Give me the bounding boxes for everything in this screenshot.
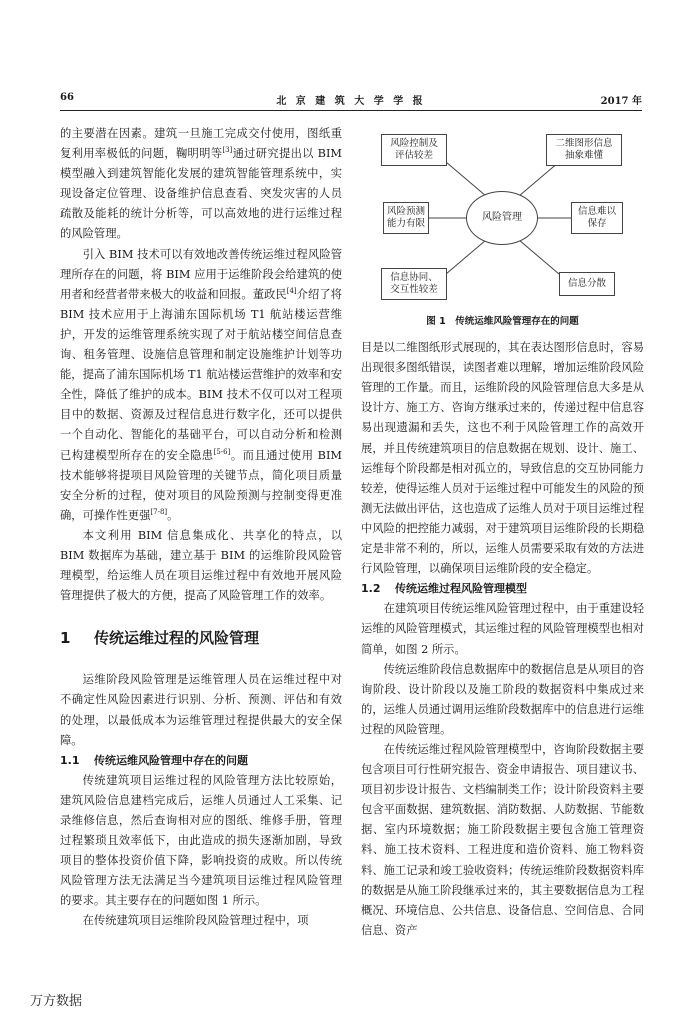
- paragraph: 运维阶段风险管理是运维管理人员在运维过程中对不确定性风险因素进行识别、分析、预测、评估和有效的处理，以最低成本为运维管理过程提供最大的安全保障。: [60, 673, 342, 747]
- right-column: [361, 124, 644, 941]
- paragraph: 在传统运维过程风险管理模型中，咨询阶段数据主要包含项目可行性研究报告、资金申请报告、项目建议书、项目初步设计报告、文档编制类工作；设计阶段资料主要包含平面数据、建筑数据、消防数据、人防数据、节能数据、室内环境数据；施工阶段数据主要包含施工管理资料、施工技术资料、工程进度和造价资料、施工物料资料、施工记录和竣工验收资料；传统运维阶段数据资料库的数据是从施工阶段继承过来的，其主要数据信息为工程概况、环境信息、公共信息、设备信息、空间信息、合同信息、资产: [361, 742, 644, 937]
- node-risk-prediction: 风险预测 能力有限: [383, 202, 429, 234]
- section-heading-1-2: 1.2 传统运维过程风险管理模型: [361, 582, 527, 596]
- paragraph: 本文利用 BIM 信息集成化、共享化的特点，以 BIM 数据库为基础，建立基于 BIM 的运维阶段风险管理模型，给运维人员在项目运维过程中有效地开展风险管理提供了极大的方便，提高了风险管理工作的效率。: [60, 528, 342, 603]
- citation: [4]: [286, 286, 297, 295]
- section-heading-1: 1 传统运维过程的风险管理: [60, 629, 260, 648]
- paragraph: 的主要潜在因素。建筑一旦施工完成交付使用，图纸重复利用率极低的问题，鞠明明等[3]通过研究提出以 BIM 模型融入到建筑智能化发展的建筑智能管理系统中，实现设备定位管理、设备维护信息查看、突发灾害的人员疏散及能耗的统计分析等，可以高效地的进行运维过程的风险管理。: [60, 127, 342, 241]
- figure-1-diagram: [361, 124, 644, 310]
- figure-caption: 图 1 传统运维风险管理存在的问题: [426, 316, 579, 327]
- citation: [7-8]: [150, 508, 168, 517]
- watermark-text: 万方数据: [30, 994, 83, 1009]
- citation: [5-6]: [213, 447, 231, 456]
- publication-year: 2017 年: [600, 96, 642, 107]
- node-info-storage: 信息难以 保存: [571, 202, 623, 234]
- section-heading-1-1: 1.1 传统运维风险管理中存在的问题: [60, 753, 248, 767]
- running-header: [60, 92, 642, 108]
- header-rule: [60, 110, 642, 111]
- page-number: 66: [60, 92, 74, 103]
- citation: [3]: [222, 146, 233, 155]
- paragraph: 在建筑项目传统运维风险管理过程中，由于重建设轻运维的风险管理模式，其运维过程的风险管理模型也相对简单，如图 2 所示。: [361, 602, 644, 656]
- left-column: [60, 124, 342, 932]
- node-2d-graphics: 二维图形信息 抽象难懂: [546, 134, 622, 166]
- journal-title: 北 京 建 筑 大 学 学 报: [276, 96, 426, 107]
- paragraph: 传统运维阶段信息数据库中的数据信息是从项目的咨询阶段、设计阶段以及施工阶段的数据资料中集成过来的，运维人员通过调用运维阶段数据库中的信息进行运维过程的风险管理。: [361, 662, 644, 736]
- node-info-collaboration: 信息协同、 交互性较差: [381, 268, 447, 300]
- paragraph: 引入 BIM 技术可以有效地改善传统运维过程风险管理所存在的问题，将 BIM 应用于运维阶段会给建筑的使用者和经营者带来极大的收益和回报。董政民[4]介绍了将 BIM 技术应用于上海浦东国际机场 T1 航站楼运营维护，开发的运维管理系统实现了对于航站楼空间信息查询、租务管理、设施信息管理和制定设施维护计划等功能，提高了浦东国际机场 T1 航站楼运营维护的效率和安全性，降低了维护的成本。BIM 技术不仅可以对工程项目中的数据、资源及过程信息进行数字化，还可以提供一个自动化、智能化的基础平台，可以自动分析和检测已构建模型所存在的安全隐患[5-6]。而且通过使用 BIM 技术能够将提项目风险管理的关键节点，简化项目质量安全分析的过程，使对项目的风险预测与控制变得更准确，可操作性更强[7-8]。: [60, 247, 342, 522]
- node-info-dispersed: 信息分散: [559, 272, 615, 296]
- node-risk-control: 风险控制及 评估较差: [381, 134, 447, 166]
- paragraph: 在传统建筑项目运维阶段风险管理过程中，项: [82, 914, 309, 928]
- node-risk-management: 风险管理: [466, 191, 538, 245]
- paragraph: 目是以二维图纸形式展现的，其在表达图形信息时，容易出现很多图纸错误，读图者难以理解，增加运维阶段风险管理的工作量。而且，运维阶段的风险管理信息大多是从设计方、施工方、咨询方继承过来的，传递过程中信息容易出现遗漏和丢失，这也不利于风险管理工作的高效开展，并且传统建筑项目的信息数据在规划、设计、施工、运维每个阶段都是相对孤立的，导致信息的交互协同能力较差，使得运维人员对于运维过程中可能发生的风险的预测无法做出评估，这也造成了运维人员对于项目运维过程中风险的把控能力减弱，对于建筑项目运维阶段的长期稳定是非常不利的，所以，运维人员需要采取有效的方法进行风险管理，以确保项目运维阶段的安全稳定。: [361, 341, 644, 576]
- paragraph: 传统建筑项目运维过程的风险管理方法比较原始，建筑风险信息建档完成后，运维人员通过人工采集、记录维修信息，然后查询相对应的图纸、维修手册，管理过程繁琐且效率低下，由此造成的损失逐渐加剧，导致项目的整体投资价值下降，影响投资的成败。所以传统风险管理方法无法满足当今建筑项目运维过程风险管理的要求。其主要存在的问题如图 1 所示。: [60, 773, 342, 908]
